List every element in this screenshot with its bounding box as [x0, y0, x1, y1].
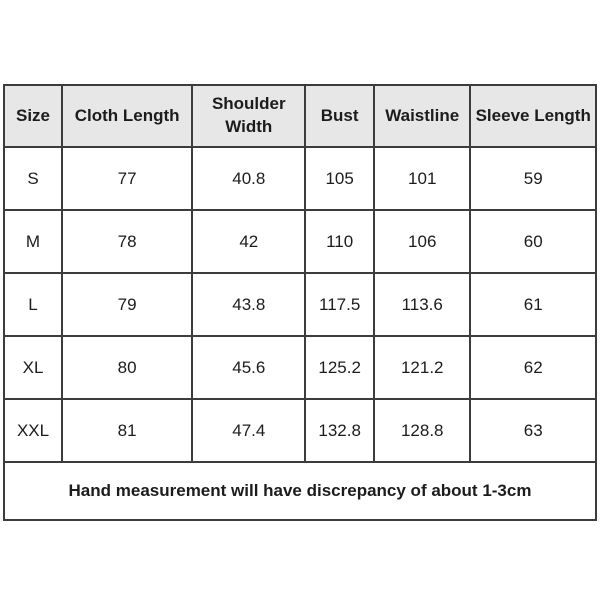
size-chart-page	[0, 84, 600, 600]
cloth-length-value: 77	[62, 147, 192, 210]
measurement-discrepancy-note: Hand measurement will have discrepancy of about 1-3cm	[4, 462, 596, 520]
size-label: XL	[4, 336, 62, 399]
sleeve-length-value: 63	[470, 399, 596, 462]
table-row-size-xl	[4, 336, 596, 399]
shoulder-width-value: 42	[192, 210, 305, 273]
size-chart-table	[3, 84, 597, 521]
column-header-bust: Bust	[305, 85, 374, 147]
bust-value: 117.5	[305, 273, 374, 336]
cloth-length-value: 79	[62, 273, 192, 336]
size-label: M	[4, 210, 62, 273]
cloth-length-value: 80	[62, 336, 192, 399]
column-header-waistline: Waistline	[374, 85, 470, 147]
bust-value: 110	[305, 210, 374, 273]
cloth-length-value: 78	[62, 210, 192, 273]
shoulder-width-value: 40.8	[192, 147, 305, 210]
column-header-cloth-length: Cloth Length	[62, 85, 192, 147]
sleeve-length-value: 60	[470, 210, 596, 273]
table-row-size-xxl	[4, 399, 596, 462]
shoulder-width-value: 47.4	[192, 399, 305, 462]
sleeve-length-value: 59	[470, 147, 596, 210]
bust-value: 132.8	[305, 399, 374, 462]
bust-value: 125.2	[305, 336, 374, 399]
waistline-value: 128.8	[374, 399, 470, 462]
shoulder-width-value: 43.8	[192, 273, 305, 336]
note-row	[4, 462, 596, 520]
size-label: XXL	[4, 399, 62, 462]
waistline-value: 113.6	[374, 273, 470, 336]
cloth-length-value: 81	[62, 399, 192, 462]
sleeve-length-value: 61	[470, 273, 596, 336]
column-header-sleeve-length: Sleeve Length	[470, 85, 596, 147]
sleeve-length-value: 62	[470, 336, 596, 399]
table-row-size-s	[4, 147, 596, 210]
column-header-size: Size	[4, 85, 62, 147]
header-row	[4, 85, 596, 147]
waistline-value: 106	[374, 210, 470, 273]
size-label: L	[4, 273, 62, 336]
bust-value: 105	[305, 147, 374, 210]
waistline-value: 101	[374, 147, 470, 210]
column-header-shoulder-width: Shoulder Width	[192, 85, 305, 147]
shoulder-width-value: 45.6	[192, 336, 305, 399]
waistline-value: 121.2	[374, 336, 470, 399]
table-row-size-m	[4, 210, 596, 273]
table-row-size-l	[4, 273, 596, 336]
size-label: S	[4, 147, 62, 210]
